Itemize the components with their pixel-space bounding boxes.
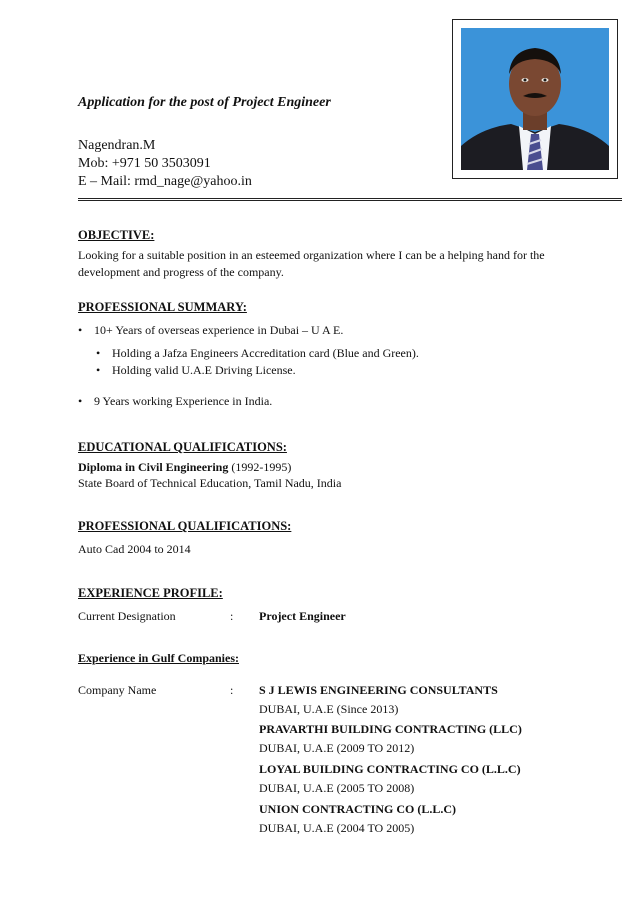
bullet-icon: •: [96, 363, 101, 377]
objective-line: development and progress of the company.: [78, 265, 284, 279]
summary-bullet-text: 9 Years working Experience in India.: [94, 394, 273, 408]
email-address: E – Mail: rmd_nage@yahoo.in: [78, 174, 252, 189]
summary-heading: PROFESSIONAL SUMMARY:: [78, 300, 247, 314]
education-degree-line: [78, 460, 291, 475]
company-detail: DUBAI, U.A.E (2005 TO 2008): [259, 781, 415, 795]
objective-heading: OBJECTIVE:: [78, 228, 155, 242]
company-label: Company Name: [78, 683, 157, 697]
gulf-experience-heading: Experience in Gulf Companies:: [78, 651, 239, 665]
header-divider: [78, 198, 622, 199]
company-name: S J LEWIS ENGINEERING CONSULTANTS: [259, 683, 498, 697]
education-heading: EDUCATIONAL QUALIFICATIONS:: [78, 440, 287, 454]
company-name: PRAVARTHI BUILDING CONTRACTING (LLC): [259, 722, 522, 736]
summary-bullet: [78, 394, 272, 409]
company-detail: DUBAI, U.A.E (Since 2013): [259, 702, 399, 716]
degree-name: Diploma in Civil Engineering: [78, 460, 229, 474]
professional-heading: PROFESSIONAL QUALIFICATIONS:: [78, 519, 292, 533]
applicant-name: Nagendran.M: [78, 138, 156, 153]
company-name: UNION CONTRACTING CO (L.L.C): [259, 802, 457, 816]
professional-item: Auto Cad 2004 to 2014: [78, 542, 191, 556]
mobile-number: Mob: +971 50 3503091: [78, 156, 211, 171]
summary-bullet: [78, 323, 343, 338]
objective-line: Looking for a suitable position in an esteemed organization where I can be a helping hand for the: [78, 248, 545, 262]
experience-heading: EXPERIENCE PROFILE:: [78, 586, 223, 600]
application-title: Application for the post of Project Engineer: [78, 95, 331, 110]
designation-colon: :: [230, 609, 234, 623]
summary-sub-bullet-text: Holding a Jafza Engineers Accreditation card (Blue and Green).: [112, 346, 419, 360]
profile-photo: [461, 28, 609, 170]
summary-sub-bullet: [96, 346, 419, 361]
degree-years: (1992-1995): [231, 460, 292, 474]
bullet-icon: •: [78, 323, 83, 337]
bullet-icon: •: [78, 394, 83, 408]
company-colon: :: [230, 683, 234, 697]
summary-bullet-text: 10+ Years of overseas experience in Dubai – U A E.: [94, 323, 344, 337]
company-name: LOYAL BUILDING CONTRACTING CO (L.L.C): [259, 762, 521, 776]
designation-label: Current Designation: [78, 609, 176, 623]
education-board: State Board of Technical Education, Tamil Nadu, India: [78, 476, 342, 490]
designation-value: Project Engineer: [259, 609, 346, 623]
bullet-icon: •: [96, 346, 101, 360]
company-detail: DUBAI, U.A.E (2004 TO 2005): [259, 821, 415, 835]
objective-text: [78, 247, 598, 281]
header-divider-double: [78, 200, 622, 201]
summary-sub-bullet: [96, 363, 296, 378]
summary-sub-bullet-text: Holding valid U.A.E Driving License.: [112, 363, 296, 377]
company-detail: DUBAI, U.A.E (2009 TO 2012): [259, 741, 415, 755]
profile-photo-frame: [452, 19, 618, 179]
